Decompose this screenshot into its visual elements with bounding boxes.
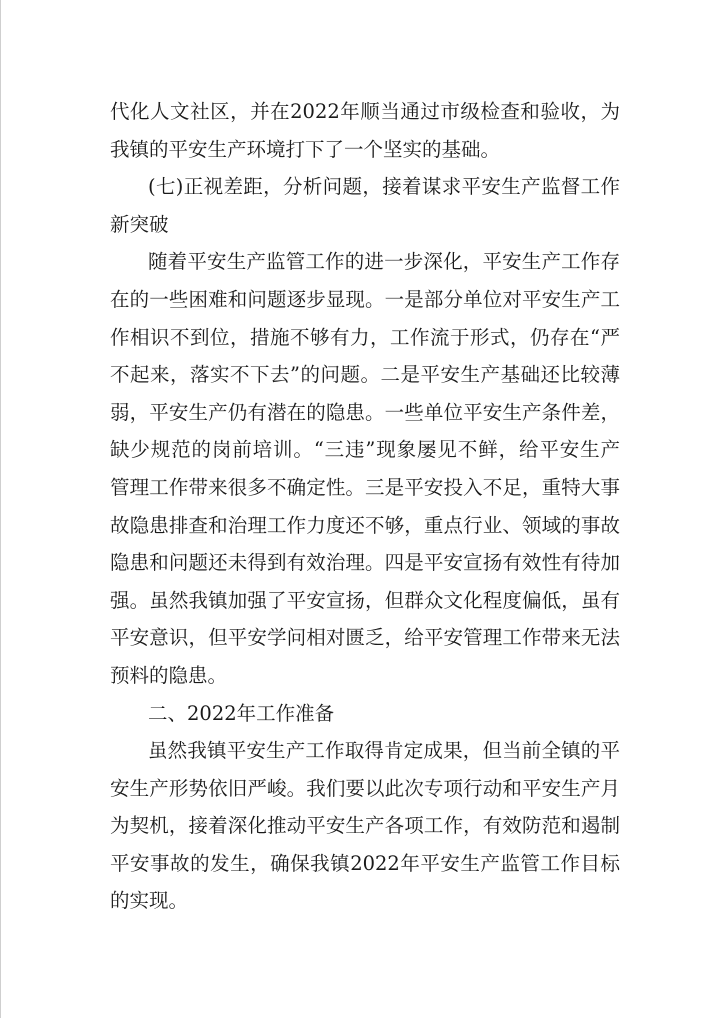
- section-heading-continued: 新突破: [110, 212, 169, 236]
- section-heading: (七)正视差距，分析问题，接着谋求平安生产监督工作: [148, 175, 620, 199]
- text-line: 在的一些困难和问题逐步显现。一是部分单位对平安生产工: [110, 287, 620, 311]
- text-line: 管理工作带来很多不确定性。三是平安投入不足，重特大事: [110, 475, 620, 499]
- document-body: [110, 93, 620, 920]
- text-line: 预料的隐患。: [110, 663, 228, 687]
- text-line: 平安事故的发生，确保我镇2022年平安生产监管工作目标: [110, 851, 620, 875]
- text-line: 为契机，接着深化推动平安生产各项工作，有效防范和遏制: [110, 814, 620, 838]
- text-line: 安生产形势依旧严峻。我们要以此次专项行动和平安生产月: [110, 776, 620, 800]
- text-line: 缺少规范的岗前培训。“三违”现象屡见不鲜，给平安生产: [110, 438, 620, 462]
- text-line: 虽然我镇平安生产工作取得肯定成果，但当前全镇的平: [148, 739, 620, 763]
- text-line: 强。虽然我镇加强了平安宣扬，但群众文化程度偏低，虽有: [110, 588, 620, 612]
- text-line: 的实现。: [110, 889, 189, 913]
- text-line: 平安意识，但平安学问相对匮乏，给平安管理工作带来无法: [110, 626, 620, 650]
- section-heading: 二、2022年工作准备: [148, 701, 335, 725]
- text-line: 隐患和问题还未得到有效治理。四是平安宣扬有效性有待加: [110, 551, 620, 575]
- text-line: 随着平安生产监管工作的进一步深化，平安生产工作存: [148, 250, 620, 274]
- text-line: 我镇的平安生产环境打下了一个坚实的基础。: [110, 137, 501, 161]
- text-line: 代化人文社区，并在2022年顺当通过市级检查和验收，为: [110, 100, 620, 123]
- text-line: 作相识不到位，措施不够有力，工作流于形式，仍存在“严: [110, 325, 620, 349]
- text-line: 不起来，落实不下去”的问题。二是平安生产基础还比较薄: [110, 363, 620, 387]
- text-line: 故隐患排查和治理工作力度还不够，重点行业、领域的事故: [110, 513, 620, 537]
- text-line: 弱，平安生产仍有潜在的隐患。一些单位平安生产条件差，: [110, 400, 620, 424]
